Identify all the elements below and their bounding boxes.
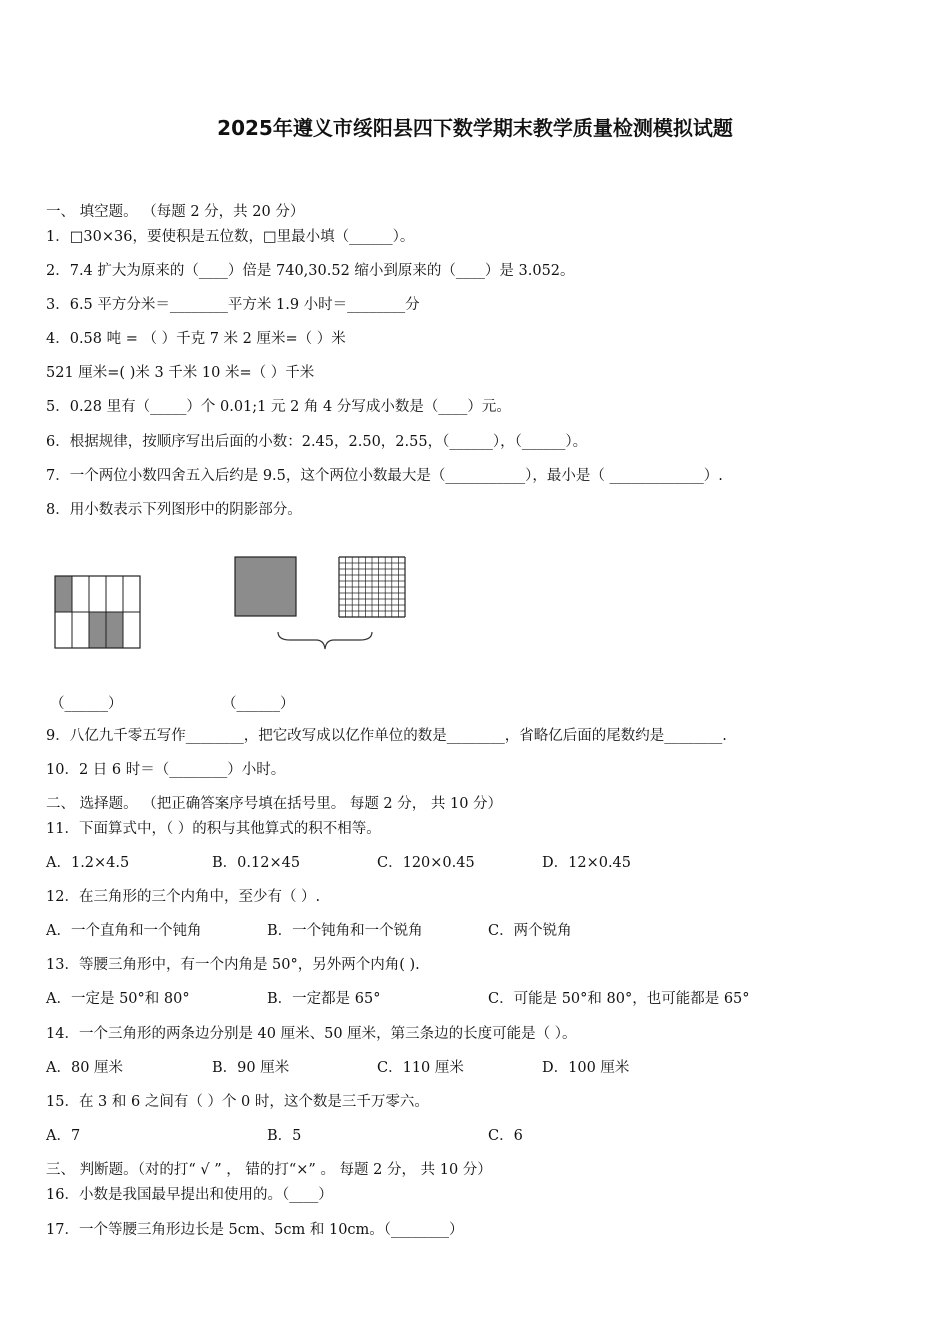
question-10: 10．2 日 6 时＝（________）小时。 <box>46 762 286 778</box>
q12-option-b: B．一个钝角和一个锐角 <box>267 923 423 939</box>
question-4-part-a: 4．0.58 吨 = （ ）千克 7 米 2 厘米=（ ）米 <box>46 331 346 347</box>
q15-option-c: C．6 <box>488 1128 523 1144</box>
q14-option-c: C．110 厘米 <box>377 1060 464 1076</box>
q14-option-d: D．100 厘米 <box>542 1060 630 1076</box>
question-14: 14．一个三角形的两条边分别是 40 厘米、50 厘米，第三条边的长度可能是（ ）。 <box>46 1026 577 1042</box>
q12-option-a: A．一个直角和一个钝角 <box>46 923 202 939</box>
q13-option-b: B．一定都是 65° <box>267 991 381 1007</box>
figure-1-answer-blank: （______） <box>50 696 123 712</box>
q13-option-a: A．一定是 50°和 80° <box>46 991 190 1007</box>
question-5: 5．0.28 里有（_____）个 0.01;1 元 2 角 4 分写成小数是（____）元。 <box>46 399 511 415</box>
figure-hundred-grid <box>338 556 408 620</box>
question-7: 7．一个两位小数四舍五入后约是 9.5，这个两位小数最大是（___________），最小是（ _____________）. <box>46 468 723 484</box>
q15-option-a: A．7 <box>46 1128 81 1144</box>
shaded-cell <box>106 612 123 648</box>
question-3: 3．6.5 平方分米＝________平方米 1.9 小时＝________分 <box>46 297 420 313</box>
q11-option-a: A．1.2×4.5 <box>46 855 130 871</box>
section-heading-multiple-choice: 二、 选择题。 （把正确答案序号填在括号里。 每题 2 分， 共 10 分） <box>46 796 503 812</box>
question-12: 12．在三角形的三个内角中，至少有（ ）. <box>46 889 321 905</box>
figure-grid-shaded-rectangle <box>54 575 142 651</box>
section-heading-true-false: 三、 判断题。（对的打“ √ ” ， 错的打“×” 。 每题 2 分， 共 10 分） <box>46 1162 492 1178</box>
figure-full-shaded-square <box>234 556 298 618</box>
q11-option-b: B．0.12×45 <box>212 855 301 871</box>
question-2: 2．7.4 扩大为原来的（____）倍是 740,30.52 缩小到原来的（____）是 3.052。 <box>46 263 575 279</box>
q14-option-b: B．90 厘米 <box>212 1060 290 1076</box>
page-title: 2025年遵义市绥阳县四下数学期末教学质量检测模拟试题 <box>217 116 733 140</box>
curly-brace <box>276 630 374 652</box>
figure-2-answer-blank: （______） <box>222 696 295 712</box>
shaded-cell <box>55 576 72 612</box>
question-6: 6．根据规律，按顺序写出后面的小数：2.45，2.50，2.55，（______），（______）。 <box>46 434 588 450</box>
q15-option-b: B．5 <box>267 1128 302 1144</box>
question-17: 17．一个等腰三角形边长是 5cm、5cm 和 10cm。（________） <box>46 1222 464 1238</box>
question-11: 11．下面算式中，（ ）的积与其他算式的积不相等。 <box>46 821 381 837</box>
question-1: 1．□30×36，要使积是五位数，□里最小填（______）。 <box>46 229 415 245</box>
q13-option-c: C．可能是 50°和 80°，也可能都是 65° <box>488 991 750 1007</box>
q11-option-c: C．120×0.45 <box>377 855 475 871</box>
q14-option-a: A．80 厘米 <box>46 1060 124 1076</box>
question-9: 9．八亿九千零五写作________，把它改写成以亿作单位的数是________，省略亿后面的尾数约是________. <box>46 728 727 744</box>
q11-option-d: D．12×0.45 <box>542 855 632 871</box>
question-13: 13．等腰三角形中，有一个内角是 50°，另外两个内角( ). <box>46 957 420 973</box>
shaded-cell <box>89 612 106 648</box>
question-8: 8．用小数表示下列图形中的阴影部分。 <box>46 502 302 518</box>
question-15: 15．在 3 和 6 之间有（ ）个 0 时，这个数是三千万零六。 <box>46 1094 429 1110</box>
section-heading-fill-blank: 一、 填空题。 （每题 2 分，共 20 分） <box>46 204 305 220</box>
q12-option-c: C．两个锐角 <box>488 923 572 939</box>
question-16: 16．小数是我国最早提出和使用的。（____） <box>46 1187 333 1203</box>
question-4-part-b: 521 厘米=( )米 3 千米 10 米=（ ）千米 <box>46 365 315 381</box>
